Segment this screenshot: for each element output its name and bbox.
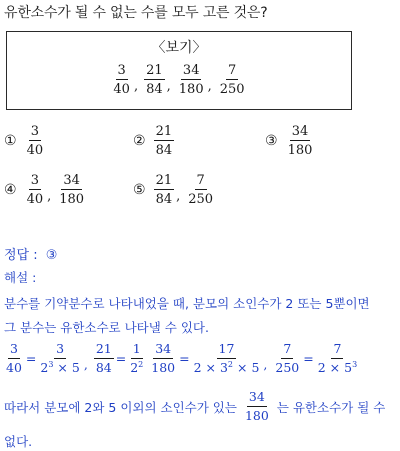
fraction: $\frac{7}{250}$ bbox=[275, 341, 300, 375]
option-marker: ① bbox=[4, 133, 17, 149]
option-marker: ② bbox=[133, 133, 146, 149]
solution-conclusion-end: 없다. bbox=[4, 434, 33, 449]
answer-line bbox=[4, 244, 57, 263]
fraction: $\frac{34}{180}$ bbox=[59, 173, 85, 207]
example-box bbox=[6, 31, 352, 110]
solution-line-1: 분수를 기약분수로 나타내었을 때, 분모의 소인수가 2 또는 5뿐이면 bbox=[4, 296, 370, 311]
solution-label: 해설 : bbox=[4, 270, 37, 285]
option-3[interactable] bbox=[265, 125, 314, 157]
option-1[interactable] bbox=[4, 125, 45, 157]
option-marker: ④ bbox=[4, 182, 17, 198]
fraction: $\frac{3}{40}$ bbox=[26, 173, 44, 207]
solution-conclusion: 따라서 분모에 2와 5 이외의 소인수가 있는 $\frac{34}{180}$ 는 유한소수가 될 수 bbox=[4, 389, 386, 423]
option-5[interactable]: ⑤ $\frac{21}{84}$ , $\frac{7}{250}$ bbox=[133, 173, 214, 207]
fraction: $\frac{21}{84}$ bbox=[155, 124, 173, 158]
fraction: $\frac{34}{180}$ bbox=[151, 341, 176, 375]
solution-math: $\frac{3}{40}$ = $\frac{3}{2^3 \times 5}$ , $\frac{21}{84}$ = $\frac{1}{2^2}$ $\frac{34}{180}$ = $\frac{17}{2 \times 3^2 \times 5}$ , $\frac{7}{250}$ = $\frac{7}{2 \times 5^3}$ bbox=[6, 341, 358, 375]
fraction: $\frac{21}{84}$ bbox=[155, 173, 173, 207]
option-4[interactable]: ④ $\frac{3}{40}$ , $\frac{34}{180}$ bbox=[4, 173, 85, 207]
fraction: $\frac{7}{2 \times 5^3}$ bbox=[317, 341, 358, 375]
option-marker: ③ bbox=[265, 133, 278, 149]
option-2[interactable] bbox=[133, 125, 174, 157]
fraction: $\frac{17}{2 \times 3^2 \times 5}$ bbox=[193, 341, 260, 375]
option-marker: ⑤ bbox=[133, 182, 146, 198]
fraction: $\frac{7}{250}$ bbox=[188, 173, 214, 207]
answer-value: ③ bbox=[45, 248, 58, 263]
fraction: $\frac{1}{2^2}$ bbox=[130, 341, 144, 375]
fraction: $\frac{34}{180}$ bbox=[287, 124, 313, 158]
fraction: $\frac{34}{180}$ bbox=[178, 63, 204, 97]
fraction: $\frac{3}{40}$ bbox=[113, 63, 130, 97]
question-text: 유한소수가 될 수 없는 수를 모두 고른 것은? bbox=[4, 5, 268, 21]
fraction: $\frac{3}{40}$ bbox=[6, 341, 22, 375]
solution-line-2: 그 분수는 유한소수로 나타낼 수 있다. bbox=[4, 320, 209, 335]
fraction: $\frac{3}{2^3 \times 5}$ bbox=[40, 341, 80, 375]
fraction: $\frac{21}{84}$ bbox=[95, 341, 112, 375]
answer-label: 정답 : bbox=[4, 248, 38, 263]
fraction: $\frac{7}{250}$ bbox=[219, 63, 245, 97]
example-box-title: 〈보기〉 bbox=[151, 40, 207, 56]
fraction: $\frac{34}{180}$ bbox=[244, 389, 269, 423]
fraction: $\frac{21}{84}$ bbox=[146, 63, 163, 97]
example-fractions: $\frac{3}{40}$ , $\frac{21}{84}$ , $\frac{34}{180}$ , $\frac{7}{250}$ bbox=[113, 63, 245, 97]
fraction: $\frac{3}{40}$ bbox=[26, 124, 44, 158]
